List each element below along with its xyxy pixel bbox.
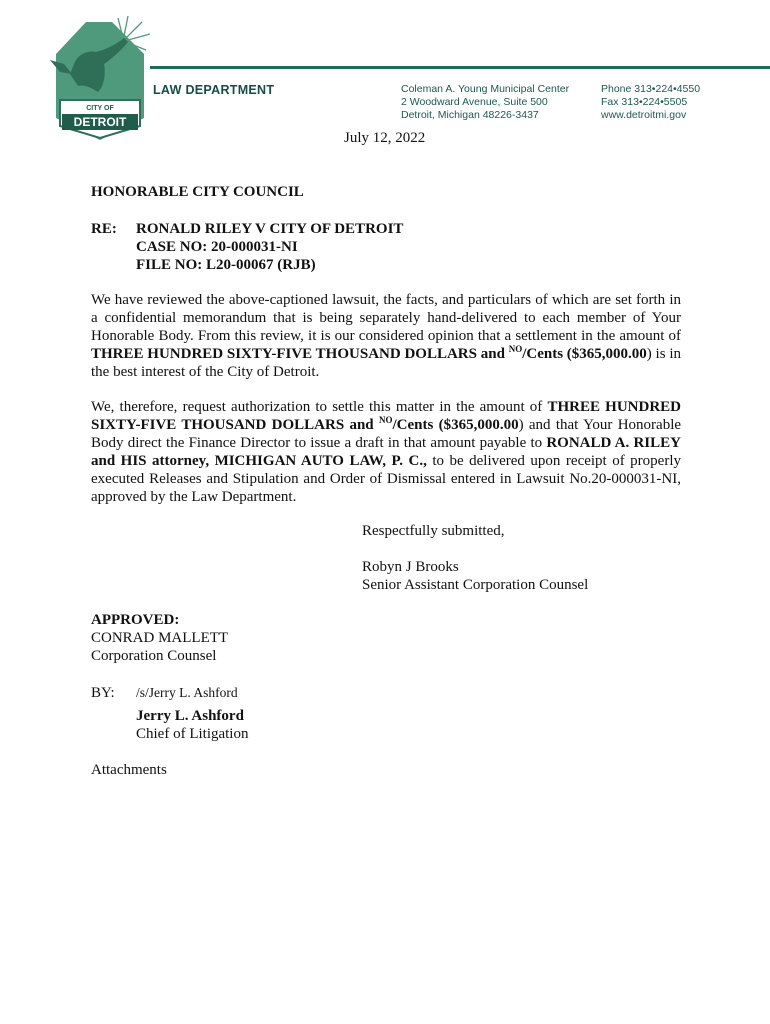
address-line: Coleman A. Young Municipal Center [401,83,570,95]
paragraph-request: We, therefore, request authorization to settle this matter in the amount of THREE HUNDRED SIXTY-FIVE THOUSAND DOLLARS and $^{NO}$/Cents ($365,000.00) and that Your Honorable Body direct the Finance Director to issue a draft in that amount payable to RONALD A. RILEY and HIS attorney, MICHIGAN AUTO LAW, P. C., to be delivered upon receipt of properly executed Releases and Stipulation and Order of Dismissal entered in Lawsuit No.20-000031-NI, approved by the Law Department. [91,399,682,505]
approver-name: CONRAD MALLETT [91,630,229,646]
logo-city-of-text: CITY OF [86,105,114,112]
paragraph-opinion: We have reviewed the above-captioned lawsuit, the facts, and particulars of which are set forth in a confidential memorandum that is being separately hand-delivered to each member of Your Honorable Body. From this review, it is our considered opinion that a settlement in the amount of THREE HUNDRED SIXTY-FIVE THOUSAND DOLLARS and $^{NO}$/Cents ($365,000.00) is in the best interest of the City of Detroit. [91,292,681,380]
by-signer-title: Chief of Litigation [136,726,249,742]
settlement-amount: THREE HUNDRED SIXTY-FIVE THOUSAND DOLLARS and [91,399,681,433]
file-number: FILE NO: L20-00067 (RJB) [136,257,316,273]
city-of-detroit-logo [44,14,156,144]
attachments-note: Attachments [91,762,167,778]
fax-line: Fax 313•224•5505 [601,96,688,108]
letter-date: July 12, 2022 [344,130,426,146]
payee: RONALD A. RILEY and HIS attorney, MICHIGAN AUTO LAW, P. C., [91,435,681,469]
re-label: RE: [91,221,117,237]
website-line: www.detroitmi.gov [601,109,687,121]
header-rule [150,66,770,69]
address-line: 2 Woodward Avenue, Suite 500 [401,96,548,108]
case-number: CASE NO: 20-000031-NI [136,239,298,255]
department-name: LAW DEPARTMENT [153,83,275,97]
approval-block [91,611,228,665]
by-label: BY: [91,685,115,701]
settlement-amount: THREE HUNDRED SIXTY-FIVE THOUSAND DOLLARS and [91,346,509,362]
electronic-signature: /s/Jerry L. Ashford [136,685,238,700]
department-address [401,83,569,122]
signer-name: Robyn J Brooks [362,559,459,575]
by-signer-block [136,707,248,743]
by-signer-name: Jerry L. Ashford [136,708,244,724]
approver-title: Corporation Counsel [91,648,217,664]
signer-block [362,558,588,594]
case-title: RONALD RILEY V CITY OF DETROIT [136,221,404,237]
closing: Respectfully submitted, [362,523,505,539]
address-line: Detroit, Michigan 48226-3437 [401,109,539,121]
approved-label: APPROVED: [91,612,180,628]
department-contact [601,83,700,122]
signer-title: Senior Assistant Corporation Counsel [362,577,589,593]
addressee: HONORABLE CITY COUNCIL [91,184,304,200]
re-block [136,220,403,274]
phone-line: Phone 313•224•4550 [601,83,701,95]
logo-detroit-text: DETROIT [73,115,127,129]
